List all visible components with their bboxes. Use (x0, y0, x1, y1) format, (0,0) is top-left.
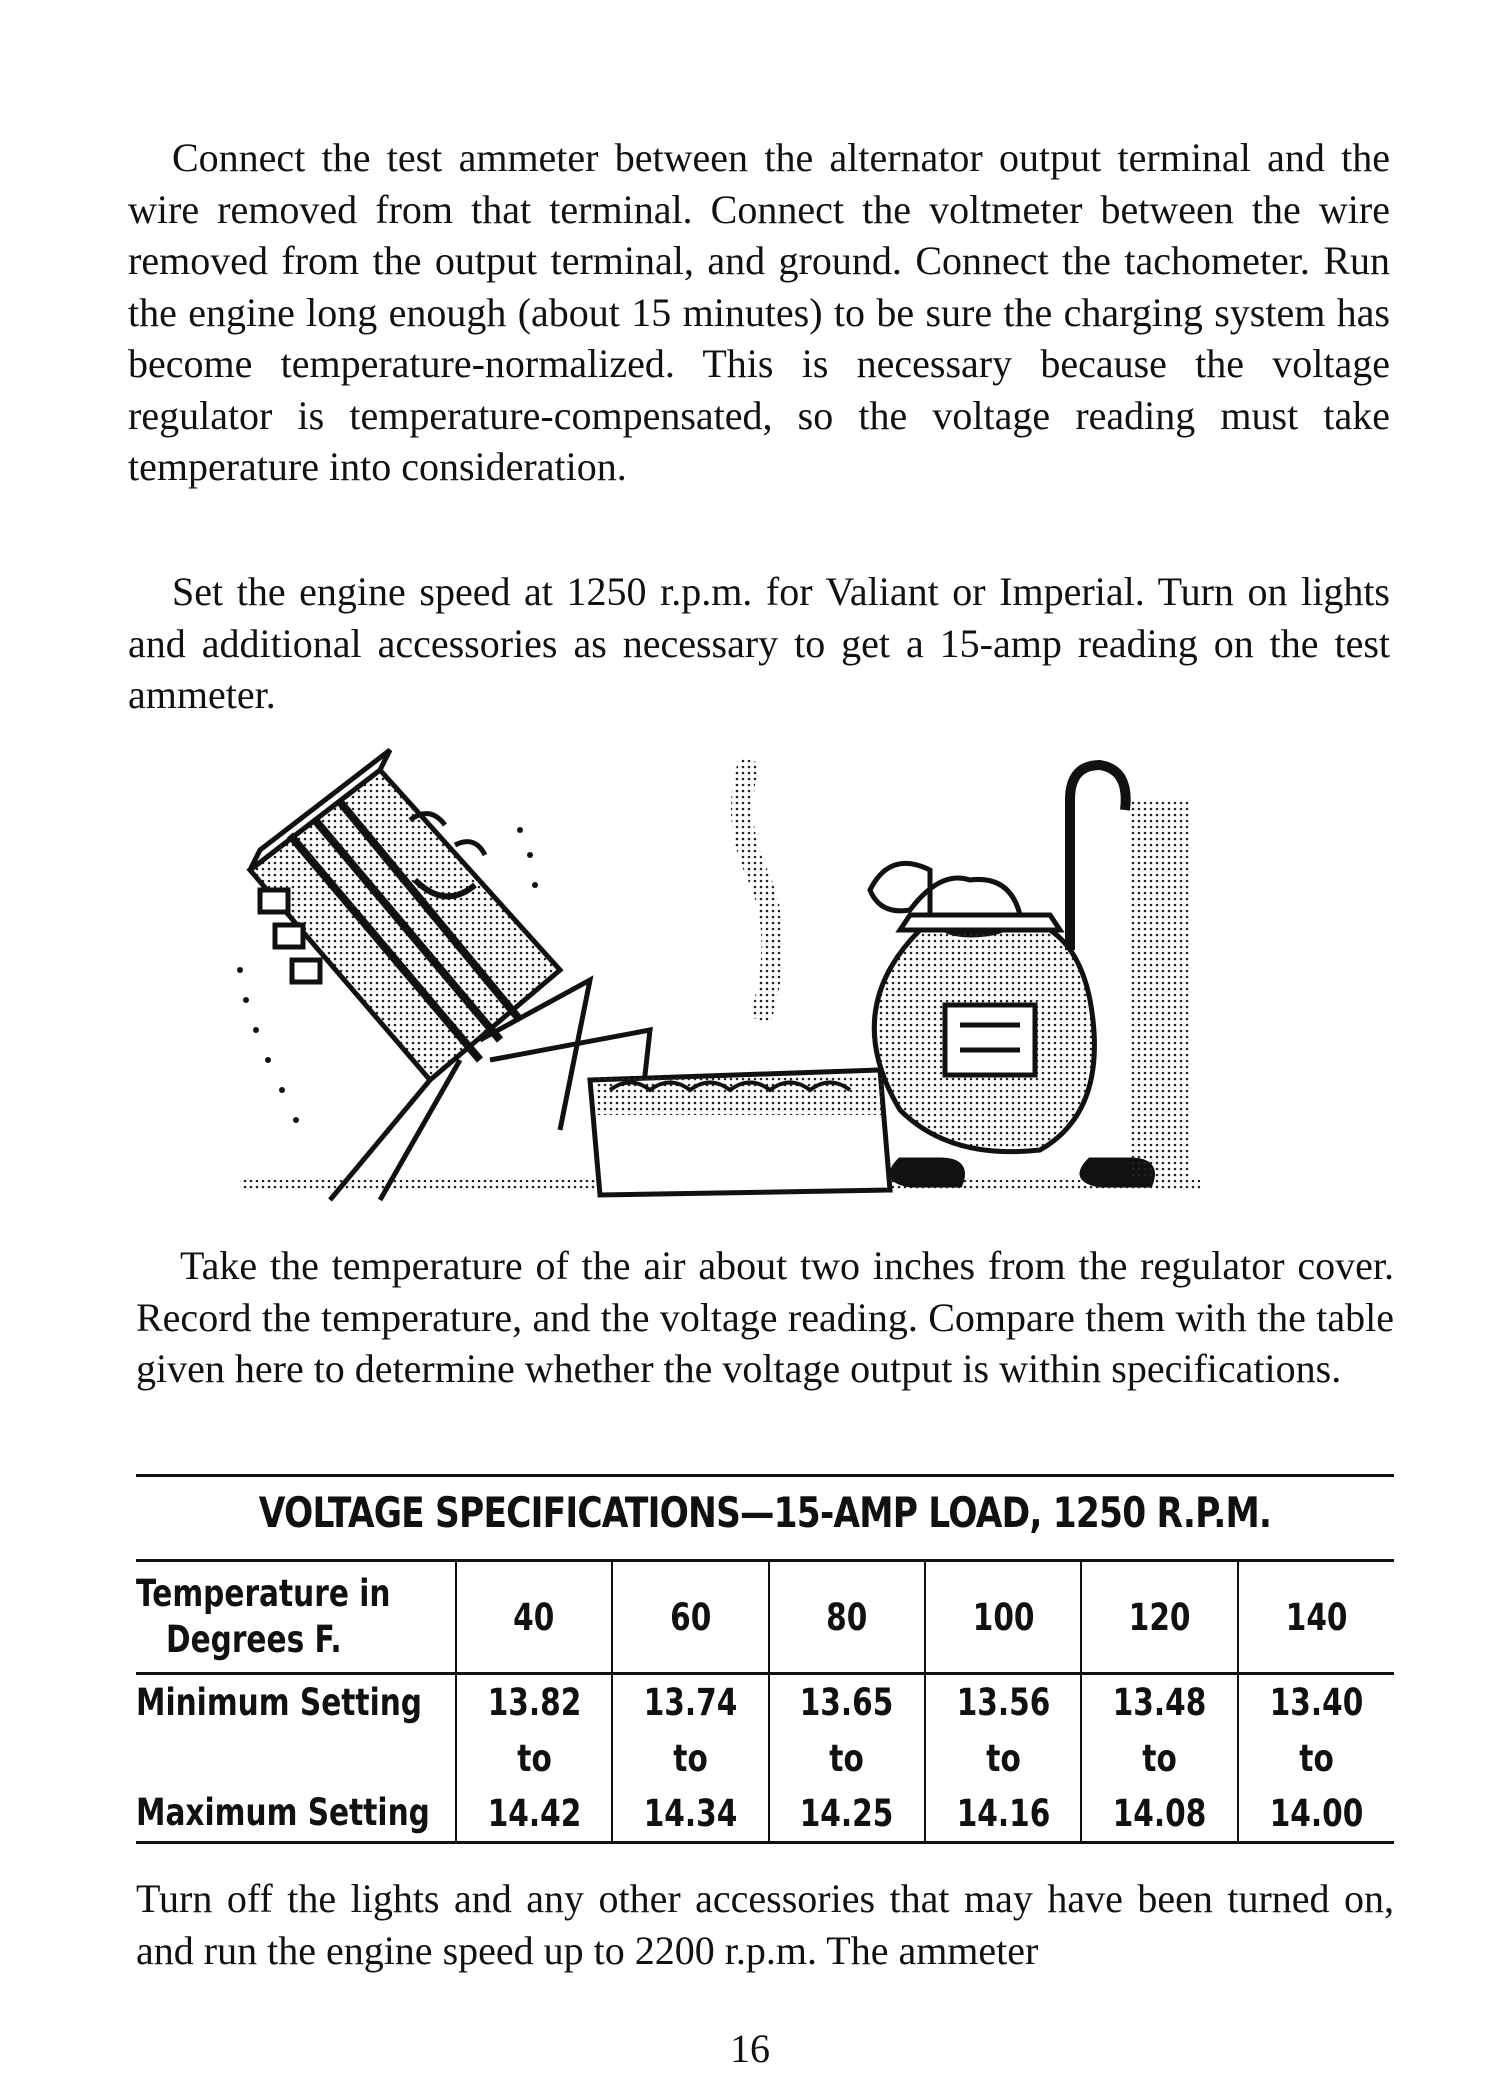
paragraph-turn-off-lights: Turn off the lights and any other accessories that may have been turned on, and run the engine speed up to 2200 r.p.m. The ammeter (136, 1876, 1394, 1973)
table-bottom-rule (136, 1841, 1394, 1844)
max-value-cell: 14.42 (456, 1786, 612, 1841)
minimum-setting-label: Minimum Setting (136, 1680, 422, 1724)
max-value-cell: 14.16 (925, 1786, 1081, 1841)
page-number: 16 (730, 2026, 770, 2071)
temp-cell: 60 (612, 1562, 768, 1674)
min-value-cell: 13.65 (769, 1674, 925, 1731)
regulator-character (250, 750, 650, 1200)
min-value-cell: 13.56 (925, 1674, 1081, 1731)
to-row (136, 1731, 1394, 1786)
temperature-header-cell (136, 1562, 456, 1674)
maximum-setting-label: Maximum Setting (136, 1791, 430, 1835)
maximum-setting-row (136, 1786, 1394, 1841)
temp-cell: 80 (769, 1562, 925, 1674)
to-cell: to (769, 1731, 925, 1786)
temp-cell: 140 (1238, 1562, 1394, 1674)
min-value-cell: 13.48 (1081, 1674, 1237, 1731)
regulator-and-stove-cartoon (230, 740, 1230, 1220)
temperature-header-line2: Degrees F. (166, 1618, 342, 1662)
voltage-specifications-table (136, 1562, 1394, 1841)
max-value-cell: 14.00 (1238, 1786, 1394, 1841)
to-cell: to (456, 1731, 612, 1786)
table-top-rule (136, 1474, 1394, 1477)
minimum-setting-row (136, 1674, 1394, 1731)
to-row-label-empty (136, 1731, 456, 1786)
min-value-cell: 13.40 (1238, 1674, 1394, 1731)
min-value-cell: 13.82 (456, 1674, 612, 1731)
foot-tub (590, 1070, 890, 1195)
to-cell: to (1238, 1731, 1394, 1786)
max-value-cell: 14.08 (1081, 1786, 1237, 1841)
temperature-header-line1: Temperature in (136, 1572, 391, 1616)
table-title: VOLTAGE SPECIFICATIONS—15-AMP LOAD, 1250 R.P.M. (258, 1488, 1272, 1537)
max-value-cell: 14.34 (612, 1786, 768, 1841)
min-value-cell: 13.74 (612, 1674, 768, 1731)
paragraph-connect-test-equipment: Connect the test ammeter between the alternator output terminal and the wire removed from that terminal. Connect the voltmeter between the wire removed from the output terminal, and ground. Connect the tachometer. Run the engine long enough (about 15 minutes) to be sure the charging system has become temperature-normalized. This is necessary because the voltage regulator is temperature-compensated, so the voltage reading must take temperature into consideration. (128, 135, 1390, 489)
max-value-cell: 14.25 (769, 1786, 925, 1841)
to-cell: to (1081, 1731, 1237, 1786)
paragraph-set-engine-speed: Set the engine speed at 1250 r.p.m. for Valiant or Imperial. Turn on lights and additional accessories as necessary to get a 15-amp reading on the test ammeter. (128, 569, 1390, 717)
paragraph-take-temperature: Take the temperature of the air about two inches from the regulator cover. Record the temperature, and the voltage reading. Compare them with the table given here to determine whether the voltage output is within specifications. (136, 1243, 1394, 1391)
table-header-row (136, 1562, 1394, 1674)
to-cell: to (612, 1731, 768, 1786)
stove-and-kettle (870, 765, 1190, 1185)
temp-cell: 100 (925, 1562, 1081, 1674)
temp-cell: 120 (1081, 1562, 1237, 1674)
steam (742, 760, 773, 1020)
temp-cell: 40 (456, 1562, 612, 1674)
to-cell: to (925, 1731, 1081, 1786)
